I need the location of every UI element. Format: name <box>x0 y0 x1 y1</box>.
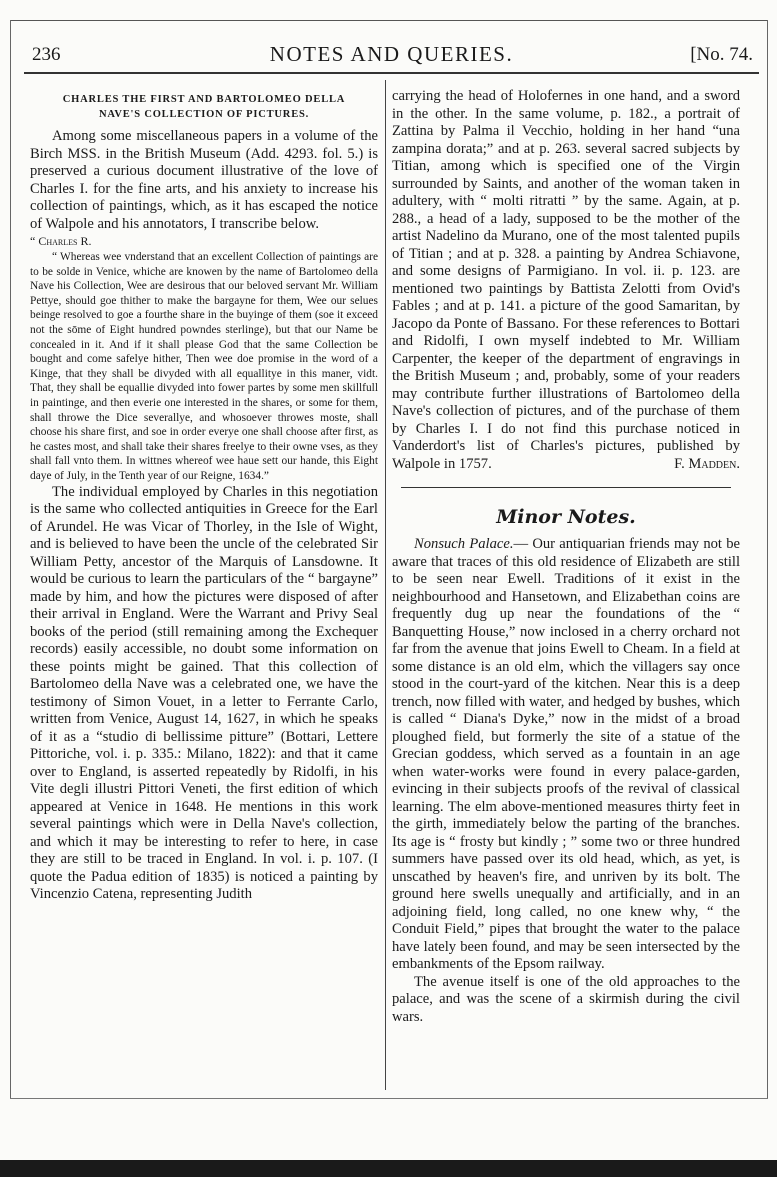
left-column <box>30 88 378 904</box>
article-title-line-1: CHARLES THE FIRST AND BARTOLOMEO DELLA <box>62 94 346 105</box>
article-body-left: The individual employed by Charles in this negotiation is the same who collected antiquities in Greece for the Earl of Arundel. He was Vicar of Thorley, in the Isle of Wight, and is believed to have been the uncle of the celebrated Sir William Petty, ancestor of the Marquis of Lansdowne. It would be curious to learn the particulars of the “ bargayne” made by him, and how the pictures were disposed of after their arrival in England. Were the Warrant and Privy Seal books of the period (still remaining among the Exchequer records) easily accessible, no doubt some information on these points might be gained. That this collection of Bartolomeo della Nave was a celebrated one, we have the testimony of Simon Vouet, in a letter to Ferrante Carlo, written from Venice, August 14, 1627, in which he speaks of it as a “studio di bellissime pitture” (Bottari, Lettere Pittoriche, vol. i. p. 335.: Milano, 1822): and that it came over to England, is asserted repeatedly by Ridolfi, in his Vite degli illustri Pittori Veneti, the first edition of which appeared at Venice in 1648. He mentions in this work several paintings which were in Della Nave's collection, and which it may be interesting to refer to here, in case they are still to be traced in England. In vol. i. p. 107. (I quote the Padua edition of 1835) is noticed a painting by Vincenzio Catena, representing Judith <box>30 483 378 902</box>
article-body-right <box>392 88 740 473</box>
nonsuch-text: — Our antiquarian friends may not be aware that traces of this old residence of Elizabeth are still to be seen near Ewell. Traditions of it exist in the neighbourhood and Hansetown, and Elizabethan coins are frequently dug up near the foundations of the “ Banquetting House,” now inclosed in a cherry orchard not far from the avenue that joins Ewell to Cheam. In a field at some distance is an old elm, which the villagers say once stood in the court-yard of the kitchen. Near this is a deep trench, now filled with water, and hedged by bushes, which is called “ Diana's Dyke,” now in the midst of a broad ploughed field, but formerly the site of a statue of the Grecian goddess, which served as a fountain in an age when water-works were found in every palace-garden, evincing in their subjects proofs of the revival of classical learning. The elm above-mentioned measures thirty feet in the girth, immediately below the parting of the branches. Its age is “ frosty but kindly ; ” some two or three hundred summers have passed over its old head, which, as yet, is unscathed by heaven's fire, and unriven by its bolt. The ground here swells unequally and artificially, and in an adjoining field, long called, no one knew why, “ the Conduit Field,” pipes that brought the water to the palace have lately been found, and may be seen intersected by the embankments of the Epsom railway. <box>392 536 740 972</box>
article-signature: F. Madden. <box>674 455 740 472</box>
article-intro: Among some miscellaneous papers in a volume of the Birch MSS. in the British Museum (Add. 4293. fol. 5.) is preserved a curious document illustrative of the love of Charles I. for the fine arts, and his anxiety to increase his collection of paintings, which, as it has escaped the notice of Walpole and his annotators, I transcribe below. <box>30 128 378 232</box>
page-border-right <box>767 20 768 1098</box>
page-border-bottom <box>10 1098 768 1099</box>
page-border-top <box>10 20 768 21</box>
page-number: 236 <box>32 44 61 65</box>
article-title-line-2: NAVE'S COLLECTION OF PICTURES. <box>98 109 310 120</box>
issue-number: [No. 74. <box>690 44 753 65</box>
right-column <box>392 88 740 1026</box>
nonsuch-paragraph-2: The avenue itself is one of the old approaches to the palace, and was the scene of a skirmish during the civil wars. <box>392 973 740 1025</box>
column-divider <box>385 80 386 1090</box>
journal-title: NOTES AND QUERIES. <box>269 42 514 66</box>
page-border-left <box>10 20 11 1098</box>
section-rule <box>401 487 731 488</box>
minor-notes-heading: Minor Notes. <box>496 506 636 528</box>
nonsuch-paragraph <box>392 536 740 974</box>
warrant-text: “ Whereas wee vnderstand that an excellent Collection of paintings are to be solde in Venice, whiche are knowen by the name of Bartolomeo della Nave his Collection, Wee are desirous that our beloved servant Mr. William Pettye, should goe thither to make the bargayne for them, Wee our selues beinge resolved to goe a fourthe share in the buyinge of them (soe it exceed not the sōme of Eight hundred powndes sterlinge), but that our Name be concealed in it. And if it shall please God that the same Collection be bought and come safelye hither, Then wee doe promise in the word of a Kinge, that they shall be divyded with all equallitye in this maner, vidt. That, they shall be equallie divyded into fower partes by some men skillfull in paintinge, and then everie one interested in the shares, or some for them, shall throwe the Dice severallye, and whosoever throwes moste, shall choose his share first, and soe in order everye one shall choose after first, as he castes most, and shall take their shares freelye to their owne vses, as they shall fall vnto them. In wittnes whereof wee haue sett our hande, this Eight daye of July, in the Tenth year of our Reigne, 1634.” <box>30 251 378 482</box>
running-header <box>24 38 759 74</box>
article-title <box>30 92 378 122</box>
warrant-heading: “ Charles R. <box>30 234 92 248</box>
nonsuch-title: Nonsuch Palace. <box>414 536 514 552</box>
article-body-right-text: carrying the head of Holofernes in one hand, and a sword in the other. In the same volume, p. 182., a portrait of Zattina by Palma il Vecchio, holding in her hand “una zampina dorata;” and at p. 263. several sacred subjects by Titian, among which is specified one of the Virgin surrounded by Saints, and another of the woman taken in adultery, with “ molti ritratti ” by the same. Again, at p. 288., a head of a lady, supposed to be the mother of the artist Nadelino da Murano, one of the most talented pupils of Titian ; and at p. 328. a painting by Andrea Schiavone, and some designs of Parmigiano. In vol. ii. p. 123. are mentioned two paintings by Battista Zelotti from Ovid's Fables ; and at p. 141. a picture of the good Samaritan, by Jacopo da Ponte of Bassano. For these references to Bottari and Ridolfi, I own myself indebted to Mr. William Carpenter, the keeper of the department of engravings in the British Museum ; and, probably, some of your readers may contribute further illustrations of Bartolomeo della Nave's collection of pictures, and of the purchase of them by Charles I. I do not find this purchase noticed in Vanderdort's list of Charles's pictures, published by Walpole in 1757. <box>392 88 740 472</box>
scan-edge-band <box>0 1160 777 1177</box>
